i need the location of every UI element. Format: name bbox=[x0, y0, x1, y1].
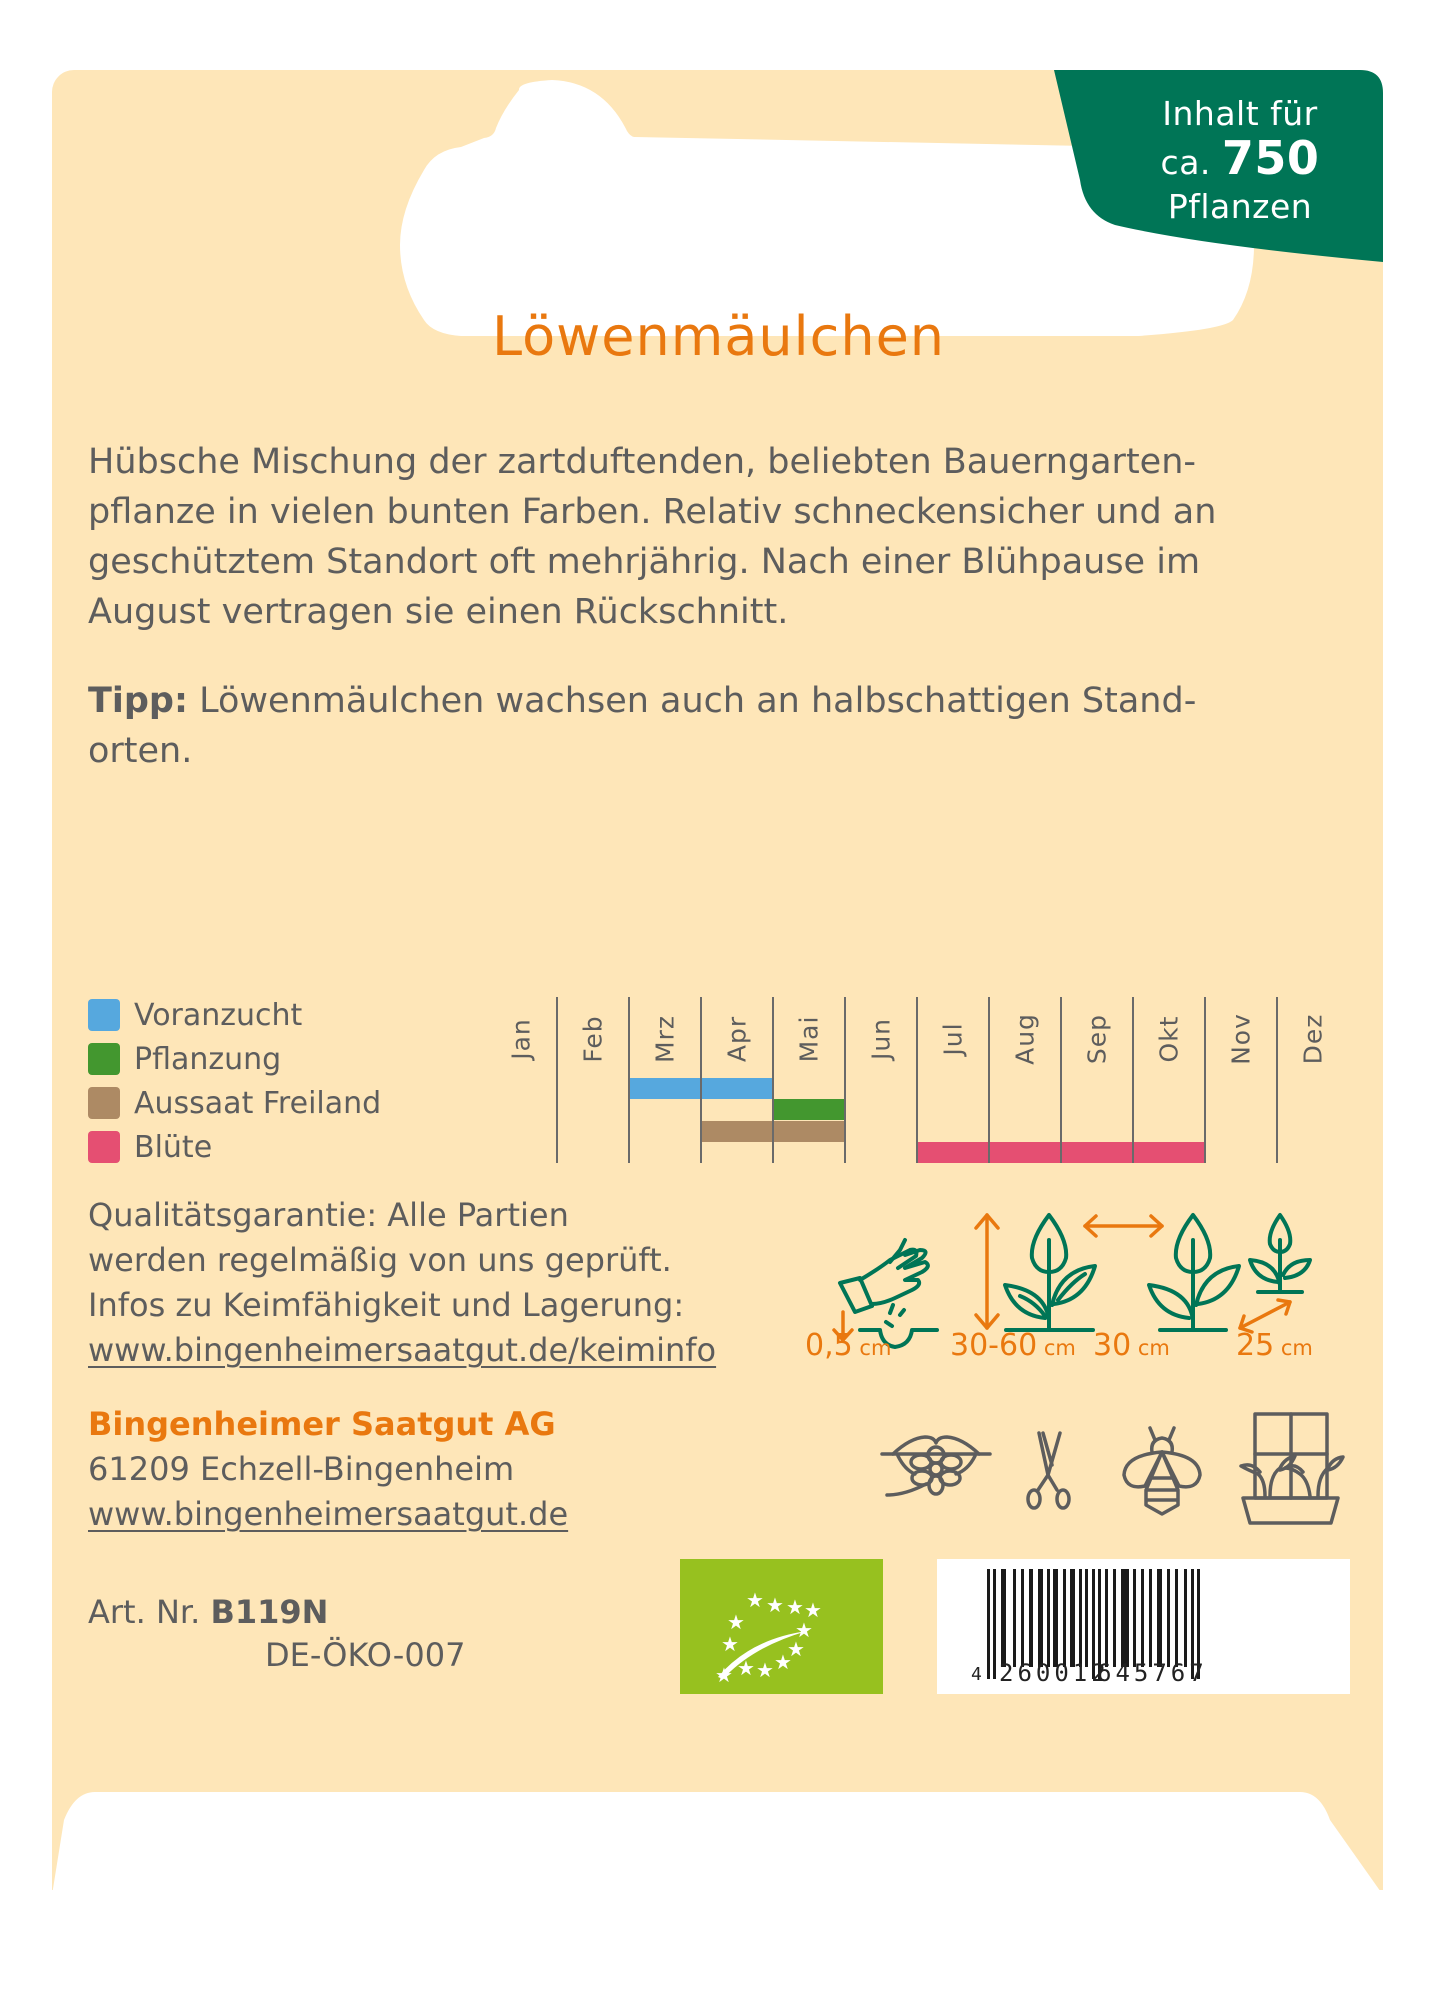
bar-pflanzung bbox=[773, 1099, 845, 1120]
month-label: Jun bbox=[866, 1017, 896, 1061]
measure-unit: cm bbox=[1137, 1336, 1170, 1360]
barcode-first-digit: 4 bbox=[971, 1664, 982, 1685]
company-website-link[interactable]: www.bingenheimersaatgut.de bbox=[88, 1495, 569, 1533]
badge-line1: Inhalt für bbox=[1162, 94, 1318, 133]
month-label: Dez bbox=[1298, 1013, 1328, 1065]
legend-swatch bbox=[88, 1087, 120, 1119]
measure-unit: cm bbox=[859, 1336, 892, 1360]
article-value: B119N bbox=[210, 1593, 329, 1631]
badge-line3: Pflanzen bbox=[1167, 187, 1313, 226]
svg-text:★: ★ bbox=[786, 1595, 804, 1619]
svg-text:★: ★ bbox=[766, 1593, 784, 1617]
ean-barcode bbox=[937, 1559, 1350, 1694]
legend-label: Pflanzung bbox=[134, 1041, 282, 1077]
month-label: Feb bbox=[578, 1015, 608, 1063]
legend-swatch bbox=[88, 1043, 120, 1075]
tip-label: Tipp: bbox=[88, 681, 188, 721]
month-label: Mrz bbox=[650, 1015, 680, 1063]
month-dez bbox=[1277, 1009, 1349, 1069]
barcode-group1: 260012 bbox=[999, 1659, 1110, 1687]
tip-line bbox=[88, 676, 1358, 726]
description-line: geschütztem Standort oft mehrjährig. Nach einer Blühpause im bbox=[88, 542, 1201, 582]
legend-item-aussaat-freiland bbox=[88, 1081, 381, 1125]
legend-swatch bbox=[88, 1131, 120, 1163]
description-line: pflanze in vielen bunten Farben. Relativ schneckensicher und an bbox=[88, 492, 1217, 532]
legend-item-bluete bbox=[88, 1125, 381, 1169]
content-badge bbox=[1120, 92, 1360, 229]
eu-leaf-icon bbox=[680, 1559, 883, 1694]
svg-text:★: ★ bbox=[727, 1610, 745, 1634]
plant-height-value bbox=[950, 1328, 1076, 1363]
quality-line: Infos zu Keimfähigkeit und Lagerung: bbox=[88, 1286, 685, 1324]
month-label: Jul bbox=[938, 1022, 968, 1056]
month-okt bbox=[1133, 1009, 1205, 1069]
keiminfo-link[interactable]: www.bingenheimersaatgut.de/keiminfo bbox=[88, 1331, 717, 1369]
quality-guarantee bbox=[88, 1193, 716, 1373]
svg-text:★: ★ bbox=[746, 1588, 764, 1612]
product-tip bbox=[88, 676, 1358, 776]
measure-value: 0,5 bbox=[805, 1328, 853, 1363]
article-label: Art. Nr. bbox=[88, 1593, 201, 1631]
measure-value: 30 bbox=[1093, 1328, 1132, 1363]
month-label: Aug bbox=[1010, 1013, 1040, 1065]
svg-text:★: ★ bbox=[721, 1632, 739, 1656]
month-label: Sep bbox=[1082, 1013, 1112, 1065]
sowing-depth-value bbox=[805, 1328, 891, 1363]
description-line: August vertragen sie einen Rückschnitt. bbox=[88, 592, 789, 632]
company-address: 61209 Echzell-Bingenheim bbox=[88, 1450, 515, 1488]
month-label: Mai bbox=[794, 1015, 824, 1063]
month-jul bbox=[917, 1009, 989, 1069]
month-label: Okt bbox=[1154, 1015, 1184, 1063]
month-mai bbox=[773, 1009, 845, 1069]
legend-swatch bbox=[88, 999, 120, 1031]
description-line: Hübsche Mischung der zartduftenden, beliebten Bauerngarten- bbox=[88, 442, 1197, 482]
legend-item-voranzucht bbox=[88, 993, 381, 1037]
company-info bbox=[88, 1402, 568, 1537]
measure-value: 30-60 bbox=[950, 1328, 1038, 1363]
quality-line: werden regelmäßig von uns geprüft. bbox=[88, 1241, 672, 1279]
svg-text:★: ★ bbox=[737, 1656, 755, 1680]
measure-unit: cm bbox=[1043, 1336, 1076, 1360]
month-sep bbox=[1061, 1009, 1133, 1069]
month-jan bbox=[485, 1009, 557, 1069]
month-aug bbox=[989, 1009, 1061, 1069]
legend-item-pflanzung bbox=[88, 1037, 381, 1081]
company-name: Bingenheimer Saatgut AG bbox=[88, 1405, 556, 1443]
measure-unit: cm bbox=[1280, 1336, 1313, 1360]
month-label: Apr bbox=[722, 1015, 752, 1063]
month-nov bbox=[1205, 1009, 1277, 1069]
legend-label: Blüte bbox=[134, 1129, 213, 1165]
measure-value: 25 bbox=[1236, 1328, 1275, 1363]
month-jun bbox=[845, 1009, 917, 1069]
month-apr bbox=[701, 1009, 773, 1069]
barcode-group2: 645767 bbox=[1097, 1659, 1208, 1687]
sowing-calendar bbox=[485, 997, 1349, 1163]
legend-label: Voranzucht bbox=[134, 997, 303, 1033]
svg-text:★: ★ bbox=[787, 1637, 805, 1661]
svg-text:★: ★ bbox=[756, 1658, 774, 1682]
tip-text: Löwenmäulchen wachsen auch an halbschattigen Stand- bbox=[199, 681, 1197, 721]
month-label: Jan bbox=[506, 1018, 536, 1060]
tip-line: orten. bbox=[88, 731, 193, 771]
product-description bbox=[88, 437, 1358, 637]
svg-text:★: ★ bbox=[795, 1618, 813, 1642]
svg-text:★: ★ bbox=[774, 1650, 792, 1674]
eco-control-code: DE-ÖKO-007 bbox=[265, 1636, 466, 1674]
article-number bbox=[88, 1590, 328, 1635]
product-title: Löwenmäulchen bbox=[491, 305, 946, 368]
quality-line: Qualitätsgarantie: Alle Partien bbox=[88, 1196, 569, 1234]
svg-text:★: ★ bbox=[804, 1598, 822, 1622]
calendar-legend bbox=[88, 993, 381, 1169]
plant-spacing-value bbox=[1093, 1328, 1170, 1363]
legend-label: Aussaat Freiland bbox=[134, 1085, 382, 1121]
svg-text:★: ★ bbox=[715, 1663, 733, 1687]
eu-organic-logo bbox=[680, 1559, 883, 1694]
month-mrz bbox=[629, 1009, 701, 1069]
month-feb bbox=[557, 1009, 629, 1069]
badge-count-line bbox=[1120, 131, 1360, 185]
month-label: Nov bbox=[1226, 1013, 1256, 1065]
row-spacing-value bbox=[1236, 1328, 1313, 1363]
badge-prefix: ca. bbox=[1160, 143, 1211, 182]
badge-count: 750 bbox=[1221, 131, 1320, 185]
